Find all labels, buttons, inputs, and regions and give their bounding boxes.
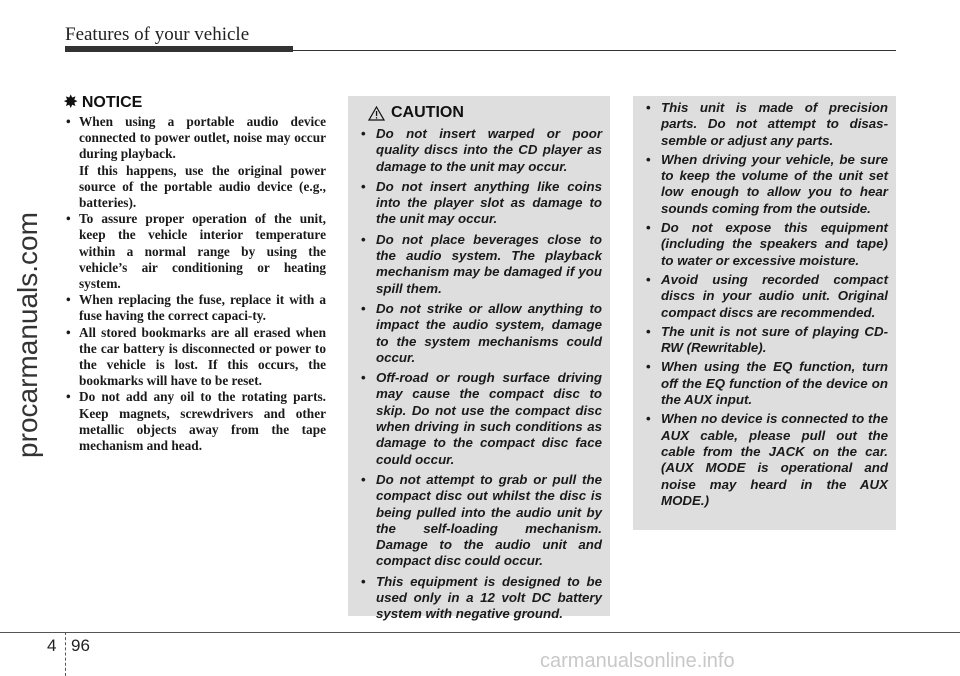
notice-item-text: To assure proper operation of the unit, keep the vehicle interior temperature within a normal range by using the vehicle’s air conditioning or heating system. (79, 211, 326, 292)
caution-item: • Do not insert warped or poor quality discs into the CD player as damage to the unit may occur. (360, 126, 602, 175)
chapter-number: 4 (47, 636, 57, 655)
notice-item (64, 292, 326, 324)
notice-item-text: Do not add any oil to the rotating parts. Keep magnets, screwdrivers and other metallic objects away from the tape mechanism and head. (79, 389, 326, 454)
precaution-item: • When no device is connected to the AUX cable, please pull out the cable from the JACK on the car. (AUX MODE is operational and noise may heard in the AUX MODE.) (645, 411, 888, 509)
precautions-box (633, 96, 896, 530)
notice-item (64, 211, 326, 292)
notice-item-text: When replacing the fuse, replace it with a fuse having the correct capaci-ty. (79, 292, 326, 324)
notice-item-text: All stored bookmarks are all erased when the car battery is disconnected or power to the vehicle is lost. If this occurs, the bookmarks will have to be reset. (79, 324, 326, 389)
caution-item: • Off-road or rough surface driving may cause the compact disc to skip. Do not use the compact disc when driving in such conditions as damage to the compact disc face could occur. (360, 370, 602, 468)
precaution-item: • This unit is made of precision parts. Do not attempt to disas-semble or adjust any parts. (645, 100, 888, 149)
notice-list (64, 114, 326, 454)
caution-list (348, 126, 610, 623)
precaution-item: • Avoid using recorded compact discs in your audio unit. Original compact discs are recommended. (645, 272, 888, 321)
precaution-item: • When driving your vehicle, be sure to keep the volume of the unit set low enough to allow you to hear sounds coming from the outside. (645, 152, 888, 217)
notice-item (64, 325, 326, 390)
notice-item-text: When using a portable audio device connected to power outlet, noise may occur during playback. (79, 114, 326, 162)
precaution-item: • When using the EQ function, turn off the EQ function of the device on the AUX input. (645, 359, 888, 408)
notice-item (64, 389, 326, 454)
source-watermark: carmanualsonline.info (540, 650, 735, 672)
side-watermark-text: procarmanuals.com (12, 212, 43, 458)
page-number: 96 (71, 636, 90, 655)
notice-section (64, 92, 326, 454)
precaution-item: • The unit is not sure of playing CD-RW (Rewritable). (645, 324, 888, 357)
precautions-list (633, 96, 896, 509)
footer-rule (0, 632, 960, 633)
warning-triangle-icon (368, 106, 385, 121)
notice-heading: ✸ NOTICE (64, 94, 143, 111)
caution-item: • Do not insert anything like coins into the player slot as damage to the unit may occur. (360, 179, 602, 228)
header-rule-thick (65, 46, 293, 52)
notice-item (64, 114, 326, 211)
caution-item: • Do not place beverages close to the audio system. The playback mechanism may be damaged if you spill them. (360, 232, 602, 297)
caution-item: • This equipment is designed to be used only in a 12 volt DC battery system with negative ground. (360, 574, 602, 623)
caution-item: • Do not strike or allow anything to impact the audio system, damage to the system mechanisms could occur. (360, 301, 602, 366)
precaution-item: • Do not expose this equipment (including the speakers and tape) to water or excessive moisture. (645, 220, 888, 269)
side-watermark (8, 212, 48, 458)
caution-item: • Do not attempt to grab or pull the compact disc out whilst the disc is being pulled into the audio unit by the self-loading mechanism. Damage to the audio unit and compact disc could occur. (360, 472, 602, 570)
caution-box (348, 96, 610, 622)
caution-heading-text: CAUTION (391, 104, 464, 121)
page-header-title: Features of your vehicle (65, 24, 250, 45)
notice-item-extra: If this happens, use the original power source of the portable audio device (e.g., batteries). (79, 162, 326, 211)
caution-heading (368, 104, 610, 122)
footer-divider (65, 632, 66, 676)
header-rule-thin (293, 50, 896, 51)
